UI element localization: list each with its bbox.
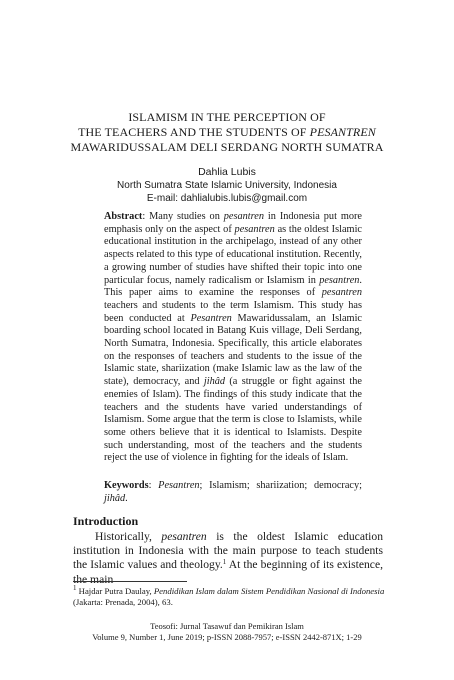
intro-text-2: is the oldest Islamic education institution in Indonesia with the main purpose to teach students the Islamic values and theology. bbox=[73, 530, 383, 572]
abstract-text-6: Mawaridussalam, an Islamic boarding school located in Batang Kuis village, Deli Serdang, North Sumatra, Indonesia. Specifically, this article elaborates on the responses of teachers and students to the issue of the Islamic state, shariization (make Islamic law as the law of the state), democracy, and bbox=[104, 312, 363, 388]
footer-journal: Teosofi: Jurnal Tasawuf dan Pemikiran Islam bbox=[150, 621, 304, 631]
keywords-list: ; Islamism; shariization; democracy; bbox=[199, 480, 362, 491]
title-line-3: MAWARIDUSSALAM DELI SERDANG NORTH SUMATRA bbox=[70, 140, 384, 154]
abstract-term-6: jihâd bbox=[203, 376, 226, 388]
introduction-paragraph bbox=[73, 530, 383, 587]
page-footer bbox=[40, 621, 414, 643]
abstract bbox=[104, 211, 362, 465]
footer-issue: Volume 9, Number 1, June 2019; p-ISSN 2088-7957; e-ISSN 2442-871X; 1-29 bbox=[92, 632, 362, 642]
author-affiliation: North Sumatra State Islamic University, Indonesia bbox=[117, 180, 337, 191]
footnote-author: Hajdar Putra Daulay, bbox=[76, 586, 154, 596]
intro-text-3: At the beginning of its existence, the main bbox=[73, 558, 383, 586]
abstract-text-3: as the oldest Islamic educational institution in the archipelago, instead of any other aspects related to this type of educational institution. Recently, a growing number of studies have shifted their topic into one particular focus, namely radicalism or Islamism in bbox=[104, 223, 362, 286]
abstract-text-5: teachers and students to the term Islamism. This study has been conducted at bbox=[104, 299, 362, 324]
abstract-term-1: pesantren bbox=[223, 211, 264, 222]
abstract-term-3: pesantren bbox=[319, 274, 360, 286]
footnote bbox=[73, 586, 385, 608]
intro-text-1: Historically, bbox=[95, 530, 162, 543]
intro-term-1: pesantren bbox=[161, 530, 207, 543]
paper-title bbox=[50, 110, 404, 155]
section-heading-introduction: Introduction bbox=[73, 514, 139, 528]
abstract-term-2: pesantren bbox=[234, 223, 275, 235]
abstract-text-1: : Many studies on bbox=[142, 211, 224, 222]
title-line-2-text: THE TEACHERS AND THE STUDENTS OF bbox=[78, 125, 310, 139]
footnote-divider bbox=[73, 581, 187, 582]
footnote-number: 1 bbox=[73, 584, 77, 592]
abstract-text-7: (a struggle or fight against the enemies of Islam). The findings of this study indicate that the teachers and the students have varied understandings of Islamism. Some argue that the term is close to Islamists, while some others believe that it is identical to Islamists. Despite such understanding, most of the teachers and the students reject the use of violence in fighting for the ideals of Islam. bbox=[104, 376, 362, 464]
footnote-book-title: Pendidikan Islam dalam Sistem Pendidikan Nasional di Indonesia bbox=[153, 586, 385, 596]
keyword-jihad: jihâd bbox=[104, 492, 126, 504]
footnote-publisher: (Jakarta: Prenada, 2004), 63. bbox=[73, 597, 173, 607]
footnote-ref[interactable]: 1 bbox=[222, 558, 227, 567]
author-email: E-mail: dahlialubis.lubis@gmail.com bbox=[146, 193, 308, 204]
abstract-text-2: in Indonesia put more emphasis only on the aspect of bbox=[104, 211, 362, 235]
title-line-2-italic: PESANTREN bbox=[309, 125, 376, 139]
abstract-term-4: pesantren bbox=[321, 287, 362, 299]
abstract-text-4: . This paper aims to examine the responses of bbox=[104, 274, 362, 299]
keywords-end: . bbox=[125, 492, 128, 504]
abstract-label: Abstract bbox=[104, 211, 143, 222]
title-line-1: ISLAMISM IN THE PERCEPTION OF bbox=[128, 110, 326, 124]
title-line-2 bbox=[50, 125, 404, 140]
author-name: Dahlia Lubis bbox=[198, 166, 256, 178]
abstract-term-5: Pesantren bbox=[190, 312, 232, 324]
keyword-pesantren: Pesantren bbox=[158, 480, 200, 491]
keywords-colon: : bbox=[148, 480, 159, 491]
keywords bbox=[104, 480, 362, 505]
keywords-label: Keywords bbox=[104, 480, 149, 491]
